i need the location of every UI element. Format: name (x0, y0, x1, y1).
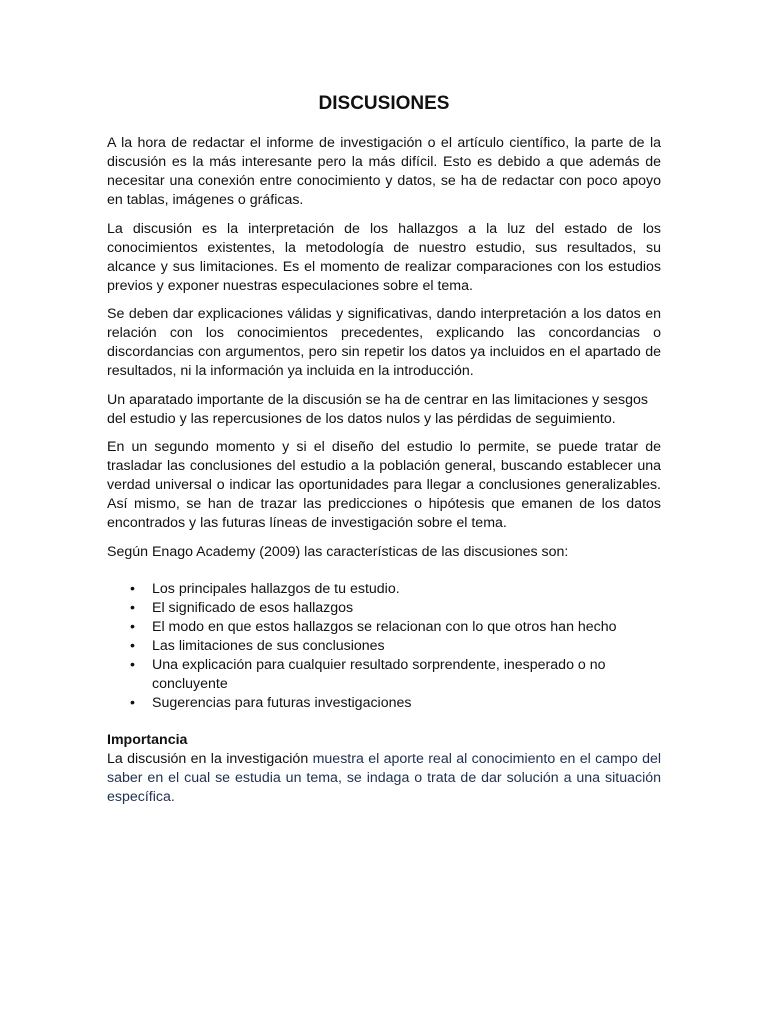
page-title: DISCUSIONES (318, 93, 450, 114)
list-item: • Una explicación para cualquier resultado sorprendente, inesperado o no concluyente (152, 656, 661, 694)
closing-highlight: muestra el aporte real al conocimiento en el campo del saber en el cual se estudia un tema, se indaga o trata de dar solución a una situación específica. (107, 750, 661, 805)
paragraph-limitations: Un aparatado importante de la discusión se ha de centrar en las limitaciones y sesgos del estudio y las repercusiones de los datos nulos y las pérdidas de seguimiento. (107, 391, 649, 427)
paragraph-generalization: En un segundo momento y si el diseño del estudio lo permite, se puede tratar de trasladar las conclusiones del estudio a la población general, buscando establecer una verdad universal o indicar las oportunidades para llegar a conclusiones generalizables. Así mismo, se han de trazar las predicciones o hipótesis que emanen de los datos encontrados y las futuras líneas de investigación sobre el tema. (107, 439, 661, 531)
characteristics-list (107, 580, 661, 713)
document-body (107, 134, 661, 816)
closing-lead: La discusión en la investigación (107, 750, 313, 767)
list-item: • Sugerencias para futuras investigaciones (152, 694, 661, 713)
paragraph-explanations: Se deben dar explicaciones válidas y significativas, dando interpretación a los datos en relación con los conocimientos precedentes, explicando las concordancias o discordancias con argumentos, pero sin repetir los datos ya incluidos en el apartado de resultados, ni la información ya incluida en la introducción. (107, 306, 661, 379)
list-item: • El modo en que estos hallazgos se relacionan con lo que otros han hecho (152, 618, 661, 637)
paragraph-importance (107, 750, 661, 807)
list-item: • Las limitaciones de sus conclusiones (152, 637, 661, 656)
paragraph-intro: A la hora de redactar el informe de investigación o el artículo científico, la parte de la discusión es la más interesante pero la más difícil. Esto es debido a que además de necesitar una conexión entre conocimiento y datos, se ha de redactar con poco apoyo en tablas, imágenes o gráficas. (107, 135, 661, 208)
subheading-importancia: Importancia (107, 731, 188, 748)
paragraph-definition: La discusión es la interpretación de los hallazgos a la luz del estado de los conocimientos existentes, la metodología de nuestro estudio, sus resultados, su alcance y sus limitaciones. Es el momento de realizar comparaciones con los estudios previos y exponer nuestras especulaciones sobre el tema. (107, 220, 661, 294)
list-item: • Los principales hallazgos de tu estudio. (152, 580, 661, 599)
paragraph-characteristics-intro: Según Enago Academy (2009) las características de las discusiones son: (107, 543, 569, 560)
list-item: • El significado de esos hallazgos (152, 599, 661, 618)
